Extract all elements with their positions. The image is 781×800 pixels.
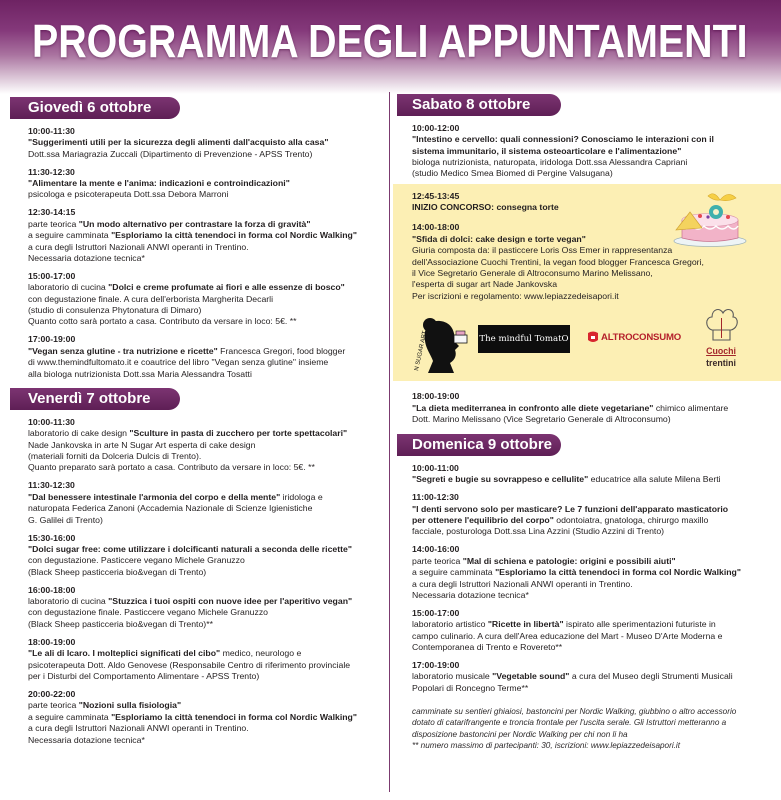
event-time (412, 660, 775, 671)
event-time-text: 18:00-19:00 (412, 391, 460, 402)
event-line (412, 556, 775, 567)
event-detail-text: G. Galilei di Trento) (28, 514, 103, 525)
event-line (412, 474, 775, 485)
event-line-text (28, 440, 255, 451)
event-line-text (28, 567, 206, 578)
event-detail-text: l'esperta di sugar art Nade Jankovska (412, 279, 558, 290)
event-line-text (412, 403, 728, 414)
schedule-event (412, 492, 775, 538)
event-line-text (412, 202, 559, 213)
event-line (28, 189, 385, 200)
day-header: Domenica 9 ottobre (397, 434, 561, 456)
event-time-text: 15:00-17:00 (28, 270, 76, 281)
event-line-text (412, 146, 681, 157)
event-line-text (412, 526, 664, 537)
event-line-text (412, 619, 716, 630)
event-detail-text: facciale, posturologa Dott.ssa Lina Azzini (Studio Azzini di Trento) (412, 526, 665, 537)
event-title-text: "Alimentare la mente e l'anima: indicazioni e controindicazioni" (28, 177, 290, 188)
event-line-text (412, 642, 562, 653)
event-line (28, 671, 385, 682)
event-title-text: "Esploriamo la città tenendoci in forma col Nordic Walking" (111, 230, 357, 241)
event-time-text: 11:30-12:30 (28, 480, 75, 491)
event-detail-text: a seguire camminata (28, 711, 112, 722)
event-list (397, 463, 775, 694)
event-time (412, 391, 775, 402)
event-line (412, 567, 775, 578)
event-line (28, 305, 385, 316)
event-detail-text: di www.themindfultomato.it e coautrice del libro "Vegan senza glutine" insieme (28, 357, 329, 368)
event-line-text (28, 712, 357, 723)
schedule-event (28, 207, 385, 264)
event-line-text (28, 282, 345, 293)
contest-box (393, 184, 781, 381)
event-title-text: "Dolci e creme profumate ai fiori e alle essenze di bosco" (108, 282, 345, 293)
event-line-text (28, 619, 213, 630)
day-header: Venerdì 7 ottobre (10, 388, 180, 410)
event-line (412, 134, 775, 145)
event-detail-text: (Black Sheep pasticceria bio&vegan di Trento) (28, 566, 207, 577)
event-line (28, 253, 385, 264)
event-line-text (412, 134, 714, 145)
event-line-text (28, 253, 145, 264)
mindful-tomato-logo: The mindful TomatO (478, 325, 570, 353)
event-line (412, 683, 775, 694)
event-list (10, 126, 385, 380)
event-list (10, 417, 385, 746)
event-detail-text: con degustazione finale. Pasticcere vegano Michele Granuzzo (28, 607, 269, 618)
event-line (28, 700, 385, 711)
event-line-text (28, 555, 245, 566)
event-line-text (412, 504, 728, 515)
event-line (412, 291, 762, 302)
event-line (28, 242, 385, 253)
event-line-text (28, 369, 252, 380)
schedule-event (28, 417, 385, 474)
event-line (28, 369, 385, 380)
event-line (28, 596, 385, 607)
event-detail-text: alla biologa nutrizionista Dott.ssa Maria Alessandra Tosatti (28, 368, 252, 379)
schedule-event (28, 533, 385, 579)
event-title-text: "I denti servono solo per masticare? Le 7 funzioni dell'apparato masticatorio (412, 503, 729, 514)
event-time-text: 17:00-19:00 (412, 660, 460, 671)
event-time (412, 608, 775, 619)
footnote-line (412, 706, 775, 717)
footnote-line (412, 740, 775, 751)
event-detail-text: parte teorica (28, 700, 79, 711)
event-title-text: "Dolci sugar free: come utilizzare i dolcificanti naturali a seconda delle ricette" (28, 543, 352, 554)
event-line (28, 149, 385, 160)
event-line-text (28, 492, 323, 503)
event-line (28, 723, 385, 734)
event-title-text: per ottenere l'equilibrio del corpo" (412, 514, 554, 525)
header-banner (0, 0, 781, 94)
event-line-text (28, 735, 145, 746)
altroconsumo-logo (587, 329, 691, 347)
schedule-event (28, 126, 385, 160)
schedule-event (28, 167, 385, 201)
event-line (28, 660, 385, 671)
event-line (28, 712, 385, 723)
event-time-text: 15:30-16:00 (28, 532, 76, 543)
event-time (28, 167, 385, 178)
event-detail-text: Quanto preparato sarà portato a casa. Contributo da versare in loco: 5€. ** (28, 462, 315, 473)
event-time (28, 637, 385, 648)
footnote-line (412, 729, 775, 740)
event-time (412, 544, 775, 555)
event-line-text (28, 723, 249, 734)
event-detail-text: Contemporanea di Trento e Rovereto** (412, 642, 563, 653)
event-title-text: "Vegan senza glutine - tra nutrizione e ricette" (28, 345, 218, 356)
event-detail-text: Giuria composta da: il pasticcere Loris Oss Emer in rappresentanza (412, 245, 673, 256)
schedule-event (28, 480, 385, 526)
event-detail-text: naturopata Federica Zanoni (Accademia Nazionale di Scienze Igienistiche (28, 503, 313, 514)
event-line (412, 631, 775, 642)
cuochi-trentini-logo (698, 304, 744, 376)
event-line-text (28, 242, 249, 253)
event-line (28, 219, 385, 230)
event-detail-text: Dott.ssa Mariagrazia Zuccali (Dipartimento di Prevenzione - APSS Trento) (28, 148, 313, 159)
event-detail-text: a seguire camminata (412, 567, 496, 578)
event-line (28, 440, 385, 451)
event-line-text (28, 700, 181, 711)
event-time-text: 20:00-22:00 (28, 688, 76, 699)
event-detail-text: ispirato alle sperimentazioni futuriste in (563, 619, 716, 630)
event-detail-text: a cura degli Istruttori Nazionali ANWI operanti in Trentino. (28, 241, 249, 252)
event-line (28, 316, 385, 327)
event-line (28, 567, 385, 578)
event-line-text (28, 178, 290, 189)
day-friday (10, 388, 385, 753)
event-detail-text: educatrice alla salute Milena Berti (588, 474, 721, 485)
event-time-text: 16:00-18:00 (28, 584, 76, 595)
event-time (28, 207, 385, 218)
day-header: Giovedì 6 ottobre (10, 97, 180, 119)
event-line (28, 735, 385, 746)
event-detail-text: laboratorio artistico (412, 619, 488, 630)
schedule-event (28, 271, 385, 328)
event-line (412, 268, 762, 279)
event-detail-text: Per iscrizioni e regolamento: www.lepiazzedeisapori.it (412, 290, 619, 301)
event-line-text (412, 279, 557, 290)
event-list (397, 123, 775, 180)
sugar-art-logo (410, 313, 470, 375)
event-line-text (412, 567, 741, 578)
event-line (412, 403, 775, 414)
event-line-text (412, 268, 653, 279)
event-time-text: 12:30-14:15 (28, 207, 76, 218)
event-line-text (28, 515, 103, 526)
event-line-text (412, 474, 721, 485)
day-header: Sabato 8 ottobre (397, 94, 561, 116)
page-title-text: PROGRAMMA DEGLI APPUNTAMENTI (32, 15, 748, 67)
event-time (28, 126, 385, 137)
event-detail-text: chimico alimentare (653, 402, 729, 413)
event-line-text (28, 357, 328, 368)
schedule-event (412, 660, 775, 694)
event-detail-text: Necessaria dotazione tecnica* (412, 589, 529, 600)
event-line (412, 414, 775, 425)
event-time-text: 10:00-11:00 (412, 462, 459, 473)
event-title-text: "Ricette in libertà" (487, 619, 564, 630)
event-line (28, 648, 385, 659)
event-title-text: "Esploriamo la città tenendoci in forma col Nordic Walking" (111, 711, 357, 722)
event-detail-text: parte teorica (28, 218, 79, 229)
event-time-text: 12:45-13:45 (412, 191, 460, 201)
chef-hat-icon (698, 304, 744, 344)
event-detail-text: Dott. Marino Melissano (Vice Segretario Generale di Altroconsumo) (412, 414, 671, 425)
event-line-text (28, 149, 312, 160)
day-saturday (397, 94, 775, 186)
event-line (412, 590, 775, 601)
event-title-text: "Dal benessere intestinale l'armonia del corpo e della mente" (28, 491, 281, 502)
cake-illustration (670, 186, 750, 248)
event-line-text (28, 671, 259, 682)
event-line-text (28, 428, 347, 439)
event-line (412, 671, 775, 682)
event-title-text: "Sculture in pasta di zucchero per torte spettacolari" (129, 428, 348, 439)
event-line (28, 619, 385, 630)
event-line (412, 168, 775, 179)
event-title-text: "Esploriamo la città tenendoci in forma col Nordic Walking" (495, 567, 741, 578)
event-line (28, 178, 385, 189)
schedule-event (28, 585, 385, 631)
event-line (412, 619, 775, 630)
event-time (28, 689, 385, 700)
event-line (28, 137, 385, 148)
event-detail-text: medico, neurologo e (220, 648, 302, 659)
event-time-text: 10:00-11:30 (28, 416, 75, 427)
footnote-text: ** numero massimo di partecipanti: 30, iscrizioni: www.lepiazzedeisapori.it (412, 741, 681, 751)
event-line (28, 503, 385, 514)
event-line (412, 579, 775, 590)
event-line-text (412, 245, 672, 256)
event-line (412, 504, 775, 515)
event-line (28, 428, 385, 439)
event-line-text (412, 291, 619, 302)
event-line (28, 492, 385, 503)
event-line-text (412, 590, 529, 601)
event-title-text: "Vegetable sound" (492, 671, 570, 682)
event-detail-text: laboratorio di cucina (28, 282, 109, 293)
event-detail-text: laboratorio musicale (412, 671, 493, 682)
event-detail-text: per i Disturbi del Comportamento Alimentare - APSS Trento) (28, 670, 260, 681)
footnotes (412, 706, 775, 752)
event-line (412, 257, 762, 268)
altroconsumo-logo-text: ALTROCONSUMO (601, 332, 682, 343)
event-line-text (412, 556, 676, 567)
event-time (28, 417, 385, 428)
event-line-text (28, 660, 350, 671)
schedule-event (412, 123, 775, 180)
event-line-text (28, 451, 201, 462)
event-line-text (412, 579, 633, 590)
schedule-event (28, 637, 385, 683)
event-title-text: "La dieta mediterranea in confronto alle diete vegetariane" (412, 402, 654, 413)
event-line (28, 515, 385, 526)
event-detail-text: Popolari di Roncegno Terme** (412, 682, 529, 693)
event-line-text (28, 607, 268, 618)
event-detail-text: (materiali forniti da Dolceria Dulcis di Trento). (28, 450, 202, 461)
event-line (412, 279, 762, 290)
event-line-text (412, 157, 687, 168)
event-detail-text: psicoterapeuta Dott. Aldo Genovese (Responsabile Centro di riferimento provinciale (28, 659, 351, 670)
event-line (28, 462, 385, 473)
event-time-text: 10:00-12:00 (412, 122, 460, 133)
event-line (28, 230, 385, 241)
event-title-text: "Suggerimenti utili per la sicurezza degli alimenti dall'acquisto alla casa" (28, 137, 329, 148)
event-title-text: "Intestino e cervello: quali connessioni? Conosciamo le interazioni con il (412, 134, 714, 145)
event-detail-text: a cura degli Istruttori Nazionali ANWI operanti in Trentino. (412, 578, 633, 589)
event-line-text (412, 414, 671, 425)
event-line (28, 294, 385, 305)
event-time (28, 480, 385, 491)
event-detail-text: Necessaria dotazione tecnica* (28, 252, 145, 263)
event-line-text (412, 671, 733, 682)
event-time (412, 123, 775, 134)
event-line (412, 642, 775, 653)
footnote-line (412, 717, 775, 728)
event-time-text: 11:00-12:30 (412, 492, 459, 503)
event-time (28, 533, 385, 544)
event-detail-text: Francesca Gregori, food blogger (217, 345, 346, 356)
event-title-text: "Mal di schiena e patologie: origini e possibili aiuti" (462, 555, 676, 566)
event-line-text (28, 648, 301, 659)
event-title-text: "Sfida di dolci: cake design e torte vegan" (412, 233, 586, 244)
event-line (412, 157, 775, 168)
event-line (28, 544, 385, 555)
event-detail-text: (Black Sheep pasticceria bio&vegan di Trento)** (28, 618, 213, 629)
event-detail-text: il Vice Segretario Generale di Altroconsumo Marino Melissano, (412, 267, 653, 278)
saturday-evening-event-list (412, 391, 775, 432)
day-sunday (397, 434, 775, 701)
event-detail-text: Quanto cotto sarà portato a casa. Contributo da versare in loco: 5€. ** (28, 316, 297, 327)
event-line-text (412, 257, 704, 268)
footnote-text: camminate su sentieri ghiaiosi, bastoncini per Nordic Walking, giubbino o altro accessorio (412, 707, 737, 716)
event-line-text (28, 305, 201, 316)
event-line-text (28, 503, 312, 514)
event-line-text (412, 683, 528, 694)
event-time-text: 14:00-16:00 (412, 544, 460, 555)
event-time (412, 463, 775, 474)
sugar-art-logo-text: N SUGAR ART (414, 330, 429, 372)
trentini-logo-text: trentini (706, 358, 736, 368)
event-detail-text: dell'Associazione Cuochi Trentini, la vegan food blogger Francesca Gregori, (412, 256, 704, 267)
event-detail-text: laboratorio di cucina (28, 596, 109, 607)
event-line (28, 555, 385, 566)
event-detail-text: Necessaria dotazione tecnica* (28, 734, 145, 745)
schedule-event (412, 608, 775, 654)
event-title-text: "Nozioni sulla fisiologia" (78, 700, 182, 711)
event-time-text: 17:00-19:00 (28, 334, 76, 345)
event-detail-text: parte teorica (412, 555, 463, 566)
event-line-text (28, 346, 345, 357)
event-line-text (28, 462, 315, 473)
event-time (28, 585, 385, 596)
event-line (28, 282, 385, 293)
event-line (28, 607, 385, 618)
event-line (412, 146, 775, 157)
schedule-event (28, 689, 385, 746)
event-time-text: 11:30-12:30 (28, 166, 75, 177)
event-detail-text: a seguire camminata (28, 230, 112, 241)
event-line-text (412, 234, 586, 245)
event-detail-text: psicologa e psicoterapeuta Dott.ssa Debora Marroni (28, 189, 229, 200)
event-line-text (28, 294, 273, 305)
page-title (32, 15, 748, 67)
event-time-text: 18:00-19:00 (28, 636, 76, 647)
event-time (28, 334, 385, 345)
event-detail-text: laboratorio di cake design (28, 428, 130, 439)
event-detail-text: a cura degli Istruttori Nazionali ANWI operanti in Trentino. (28, 723, 249, 734)
event-time-text: 15:00-17:00 (412, 607, 460, 618)
footnote-text: dotato di catarifrangente e troncia frontale per l'uscita serale. Gli Istruttori metteranno a (412, 718, 727, 728)
day-thursday (10, 97, 385, 387)
event-detail-text: (studio Medico Smea Biomed di Pergine Valsugana) (412, 168, 613, 179)
event-title-text: "Stuzzica i tuoi ospiti con nuove idee per l'aperitivo vegan" (108, 596, 353, 607)
schedule-event (28, 334, 385, 380)
event-line (412, 515, 775, 526)
event-detail-text: iridologa e (280, 491, 323, 502)
altroconsumo-mark-icon (587, 331, 599, 344)
event-line-text (28, 230, 357, 241)
event-line-text (28, 596, 352, 607)
event-line-text (412, 515, 708, 526)
event-line-text (28, 544, 352, 555)
footnote-text: disposizione bastoncini per Nordic Walking per chi non li ha (412, 729, 628, 739)
event-line-text (28, 189, 228, 200)
schedule-event (412, 463, 775, 486)
event-time (28, 271, 385, 282)
column-divider (389, 92, 390, 792)
event-detail-text: con degustazione finale. A cura dell'erborista Margherita Decarli (28, 293, 274, 304)
cuochi-logo-text: Cuochi (706, 346, 736, 356)
event-time (412, 492, 775, 503)
event-line-text (412, 168, 613, 179)
event-line-text (28, 137, 328, 148)
event-line-text (412, 631, 722, 642)
event-detail-text: odontoiatra, gnatologa, chirurgo maxillo (553, 514, 709, 525)
event-detail-text: biologa nutrizionista, naturopata, iridologa Dott.ssa Alessandra Capriani (412, 156, 688, 167)
event-title-text: "Segreti e bugie su sovrappeso e cellulite" (412, 474, 589, 485)
event-title-text: "Un modo alternativo per contrastare la forza di gravità" (78, 218, 311, 229)
event-detail-text: (studio di consulenza Phytonatura di Dimaro) (28, 305, 202, 316)
event-line-text (28, 316, 297, 327)
event-line (412, 526, 775, 537)
event-detail-text: campo culinario. A cura dell'Area educazione del Mart - Museo D'Arte Moderna e (412, 630, 723, 641)
event-title-text: "Le ali di Icaro. I molteplici significati del cibo" (28, 648, 221, 659)
schedule-event (412, 544, 775, 601)
event-detail-text: a cura del Museo degli Strumenti Musicali (569, 671, 733, 682)
event-title-text: INIZIO CONCORSO: consegna torte (412, 202, 559, 213)
schedule-event (412, 391, 775, 425)
event-line-text (28, 219, 310, 230)
event-time-text: 14:00-18:00 (412, 222, 460, 233)
event-detail-text: Nade Jankovska in arte N Sugar Art esperta di cake design (28, 439, 256, 450)
event-line (28, 346, 385, 357)
event-line (28, 357, 385, 368)
event-line (28, 451, 385, 462)
event-title-text: sistema immunitario, il sistema osteoarticolare e l'alimentazione" (412, 145, 682, 156)
event-detail-text: con degustazione. Pasticcere vegano Michele Granuzzo (28, 555, 245, 566)
event-time-text: 10:00-11:30 (28, 125, 75, 136)
